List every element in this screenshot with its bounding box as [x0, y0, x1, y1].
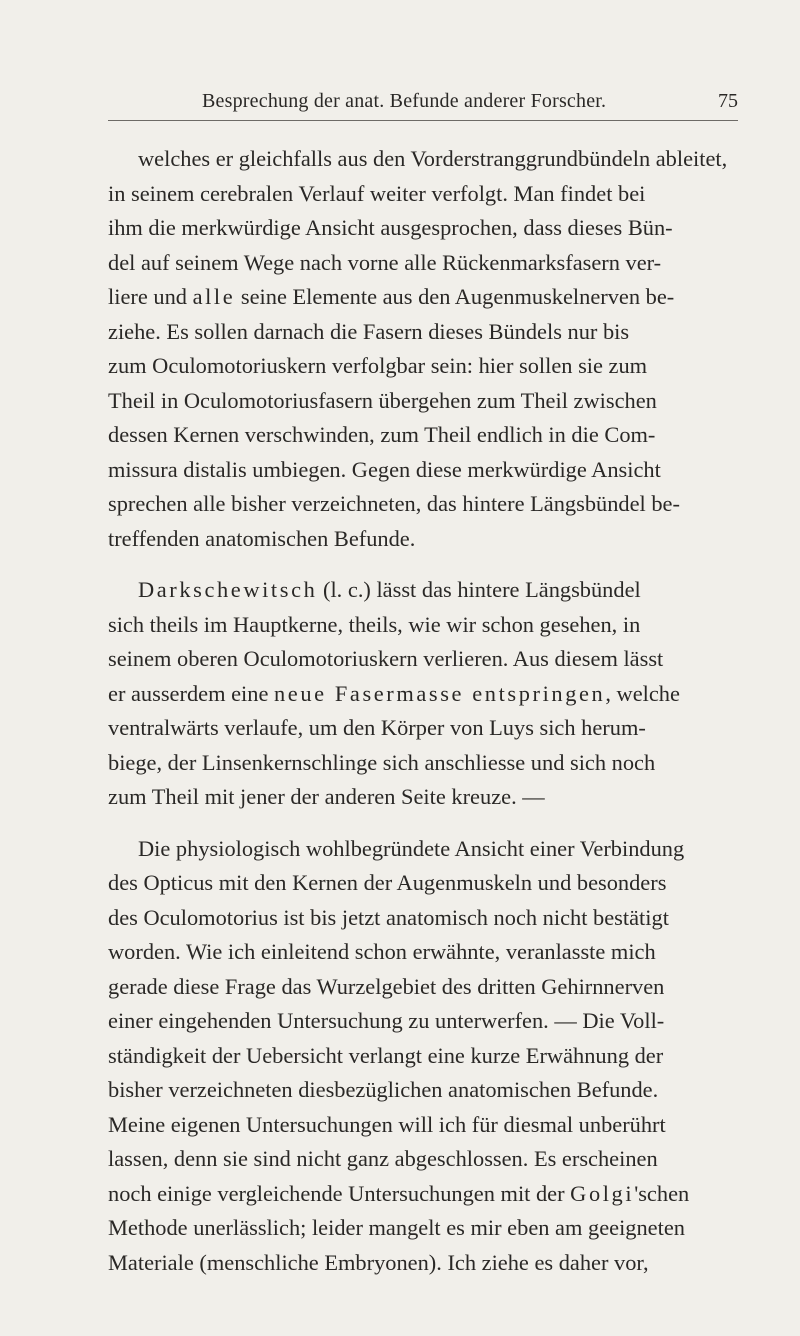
- text-line: [108, 642, 738, 677]
- text-line: [108, 349, 738, 384]
- spaced-emphasis: alle: [192, 284, 236, 309]
- paragraph: [108, 142, 738, 556]
- text-run: Meine eigenen Untersuchungen will ich für diesmal unberührt: [108, 1111, 666, 1137]
- text-line: [108, 1004, 738, 1039]
- text-run: Theil in Oculomotoriusfasern übergehen zum Theil zwischen: [108, 387, 657, 413]
- page-header: [108, 86, 738, 121]
- text-line: [108, 901, 738, 936]
- text-run: noch einige vergleichende Untersuchungen mit der: [108, 1180, 571, 1206]
- text-line: [108, 608, 738, 643]
- text-line: [108, 280, 738, 315]
- text-run: (l. c.) lässt das hintere Längsbündel: [317, 577, 641, 602]
- text-line: [108, 1177, 738, 1212]
- running-title: Besprechung der anat. Befunde anderer Forscher.: [202, 90, 607, 112]
- text-run: , welche: [605, 680, 680, 706]
- text-run: welches er gleichfalls aus den Vorderstranggrundbündeln ableitet,: [138, 146, 728, 171]
- text-run: dessen Kernen verschwinden, zum Theil endlich in die Com-: [108, 422, 656, 447]
- page-number: 75: [718, 90, 738, 112]
- text-run: seinem oberen Oculomotoriuskern verlieren. Aus diesem lässt: [108, 646, 664, 671]
- text-run: des Opticus mit den Kernen der Augenmuskeln und besonders: [108, 870, 667, 895]
- text-line: [108, 142, 738, 177]
- text-run: zum Theil mit jener der anderen Seite kreuze. —: [108, 784, 545, 809]
- text-run: treffenden anatomischen Befunde.: [108, 525, 416, 551]
- body-text: [108, 142, 738, 1297]
- text-line: [108, 1039, 738, 1074]
- text-line: [108, 522, 738, 557]
- spaced-emphasis: Golgi: [570, 1180, 635, 1206]
- text-run: missura distalis umbiegen. Gegen diese merkwürdige Ansicht: [108, 456, 661, 482]
- text-line: [108, 1211, 738, 1246]
- text-line: [108, 866, 738, 901]
- text-run: er ausserdem eine: [108, 680, 274, 706]
- text-line: [108, 487, 738, 522]
- paragraph: [108, 832, 738, 1281]
- text-line: [108, 1142, 738, 1177]
- text-run: des Oculomotorius ist bis jetzt anatomisch noch nicht bestätigt: [108, 904, 669, 930]
- text-line: [108, 1073, 738, 1108]
- text-run: liere und: [108, 284, 193, 309]
- text-run: Methode unerlässlich; leider mangelt es mir eben am geeigneten: [108, 1215, 685, 1240]
- text-line: [108, 1108, 738, 1143]
- text-line: [108, 453, 738, 488]
- text-run: in seinem cerebralen Verlauf weiter verfolgt. Man findet bei: [108, 180, 646, 206]
- text-run: ziehe. Es sollen darnach die Fasern dieses Bündels nur bis: [108, 318, 630, 344]
- text-run: ihm die merkwürdige Ansicht ausgesprochen, dass dieses Bün-: [108, 215, 673, 240]
- text-run: gerade diese Frage das Wurzelgebiet des dritten Gehirnnerven: [108, 973, 665, 999]
- text-line: [108, 746, 738, 781]
- text-line: [108, 573, 738, 608]
- text-line: [108, 970, 738, 1005]
- text-line: [108, 677, 738, 712]
- text-line: [108, 935, 738, 970]
- text-line: [108, 384, 738, 419]
- paragraph: [108, 573, 738, 815]
- text-run: bisher verzeichneten diesbezüglichen anatomischen Befunde.: [108, 1077, 659, 1102]
- text-line: [108, 315, 738, 350]
- text-run: ständigkeit der Uebersicht verlangt eine kurze Erwähnung der: [108, 1042, 664, 1068]
- text-line: [108, 711, 738, 746]
- text-run: sich theils im Hauptkerne, theils, wie wir schon gesehen, in: [108, 611, 641, 637]
- text-line: [108, 177, 738, 212]
- spaced-emphasis: Darkschewitsch: [138, 577, 318, 602]
- text-run: zum Oculomotoriuskern verfolgbar sein: hier sollen sie zum: [108, 353, 648, 378]
- text-run: del auf seinem Wege nach vorne alle Rückenmarksfasern ver-: [108, 249, 662, 275]
- text-run: ventralwärts verlaufe, um den Körper von Luys sich herum-: [108, 715, 646, 740]
- text-run: worden. Wie ich einleitend schon erwähnte, veranlasste mich: [108, 939, 656, 964]
- text-line: [108, 211, 738, 246]
- text-line: [108, 780, 738, 815]
- text-line: [108, 418, 738, 453]
- text-run: seine Elemente aus den Augenmuskelnerven be-: [235, 284, 675, 309]
- text-line: [108, 832, 738, 867]
- text-run: einer eingehenden Untersuchung zu unterwerfen. — Die Voll-: [108, 1008, 665, 1033]
- text-run: sprechen alle bisher verzeichneten, das hintere Längsbündel be-: [108, 491, 680, 516]
- text-run: lassen, denn sie sind nicht ganz abgeschlossen. Es erscheinen: [108, 1146, 658, 1171]
- text-run: 'schen: [634, 1180, 690, 1206]
- text-run: Die physiologisch wohlbegründete Ansicht einer Verbindung: [138, 835, 685, 861]
- text-run: Materiale (menschliche Embryonen). Ich ziehe es daher vor,: [108, 1249, 649, 1275]
- text-line: [108, 1246, 738, 1281]
- spaced-emphasis: neue Fasermasse entspringen: [273, 680, 606, 706]
- text-run: biege, der Linsenkernschlinge sich anschliesse und sich noch: [108, 749, 656, 775]
- text-line: [108, 246, 738, 281]
